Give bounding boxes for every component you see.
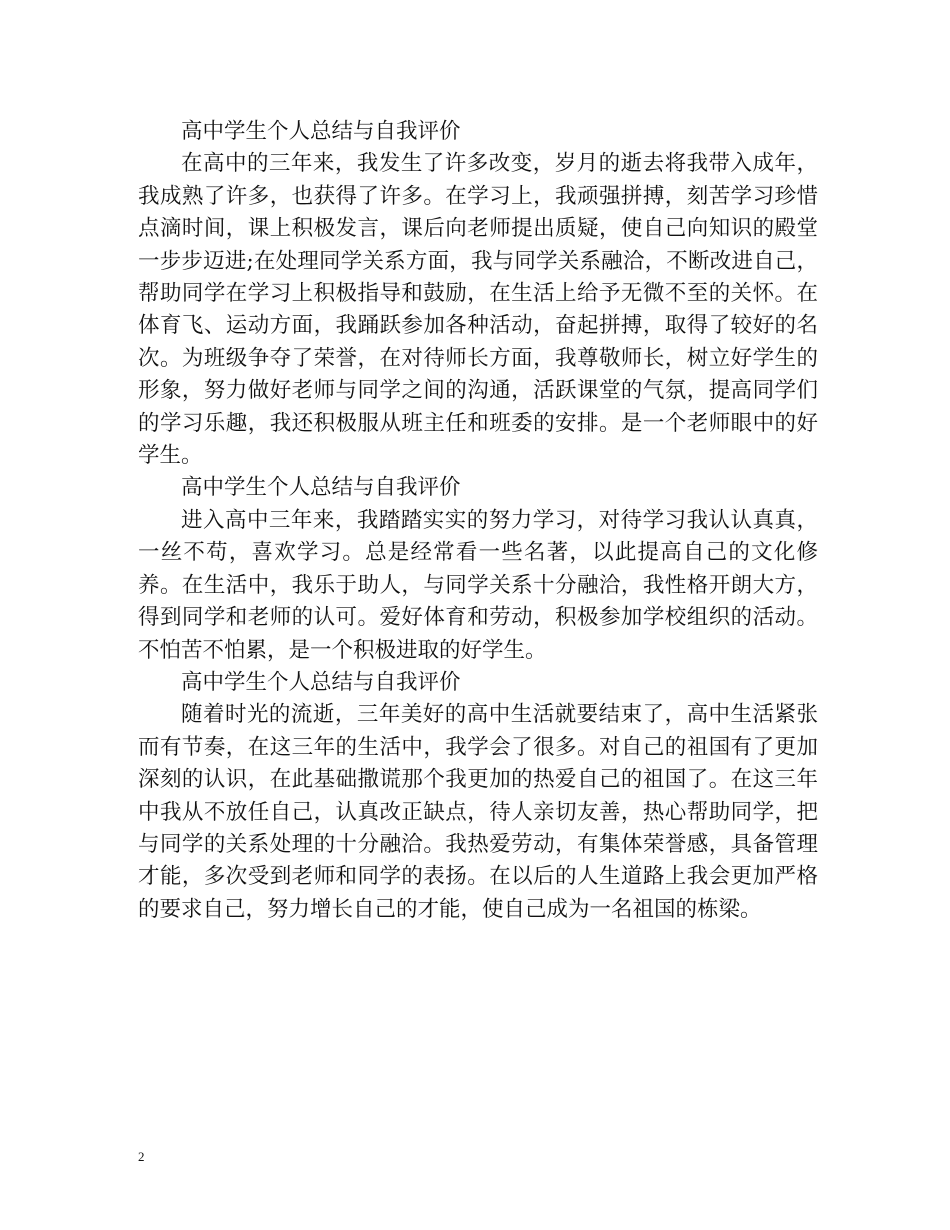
section-title: 高中学生个人总结与自我评价 [181,119,461,144]
document-body [138,116,818,926]
section-title: 高中学生个人总结与自我评价 [181,475,461,501]
page-number: 2 [138,1149,145,1164]
section-paragraph: 进入高中三年来，我踏踏实实的努力学习，对待学习我认认真真，一丝不苟，喜欢学习。总是经常看一些名著，以此提高自己的文化修养。在生活中，我乐于助人，与同学关系十分融洽，我性格开朗大方，得到同学和老师的认可。爱好体育和劳动，积极参加学校组织的活动。不怕苦不怕累，是一个积极进取的好学生。 [138,507,818,663]
section-paragraph: 在高中的三年来，我发生了许多改变，岁月的逝去将我带入成年，我成熟了许多，也获得了许多。在学习上，我顽强拼搏，刻苦学习珍惜点滴时间，课上积极发言，课后向老师提出质疑，使自己向知识的殿堂一步步迈进;在处理同学关系方面，我与同学关系融洽，不断改进自己，帮助同学在学习上积极指导和鼓励，在生活上给予无微不至的关怀。在体育飞、运动方面，我踊跃参加各种活动，奋起拼搏，取得了较好的名次。为班级争夺了荣誉，在对待师长方面，我尊敬师长，树立好学生的形象，努力做好老师与同学之间的沟通，活跃课堂的气氛，提高同学们的学习乐趣，我还积极服从班主任和班委的安排。是一个老师眼中的好学生。 [138,151,818,469]
section-title: 高中学生个人总结与自我评价 [181,669,461,695]
section-paragraph: 随着时光的流逝，三年美好的高中生活就要结束了，高中生活紧张而有节奏，在这三年的生活中，我学会了很多。对自己的祖国有了更加深刻的认识，在此基础撒谎那个我更加的热爱自己的祖国了。在这三年中我从不放任自己，认真改正缺点，待人亲切友善，热心帮助同学，把与同学的关系处理的十分融洽。我热爱劳动，有集体荣誉感，具备管理才能，多次受到老师和同学的表扬。在以后的人生道路上我会更加严格的要求自己，努力增长自己的才能，使自己成为一名祖国的栋梁。 [138,702,818,922]
